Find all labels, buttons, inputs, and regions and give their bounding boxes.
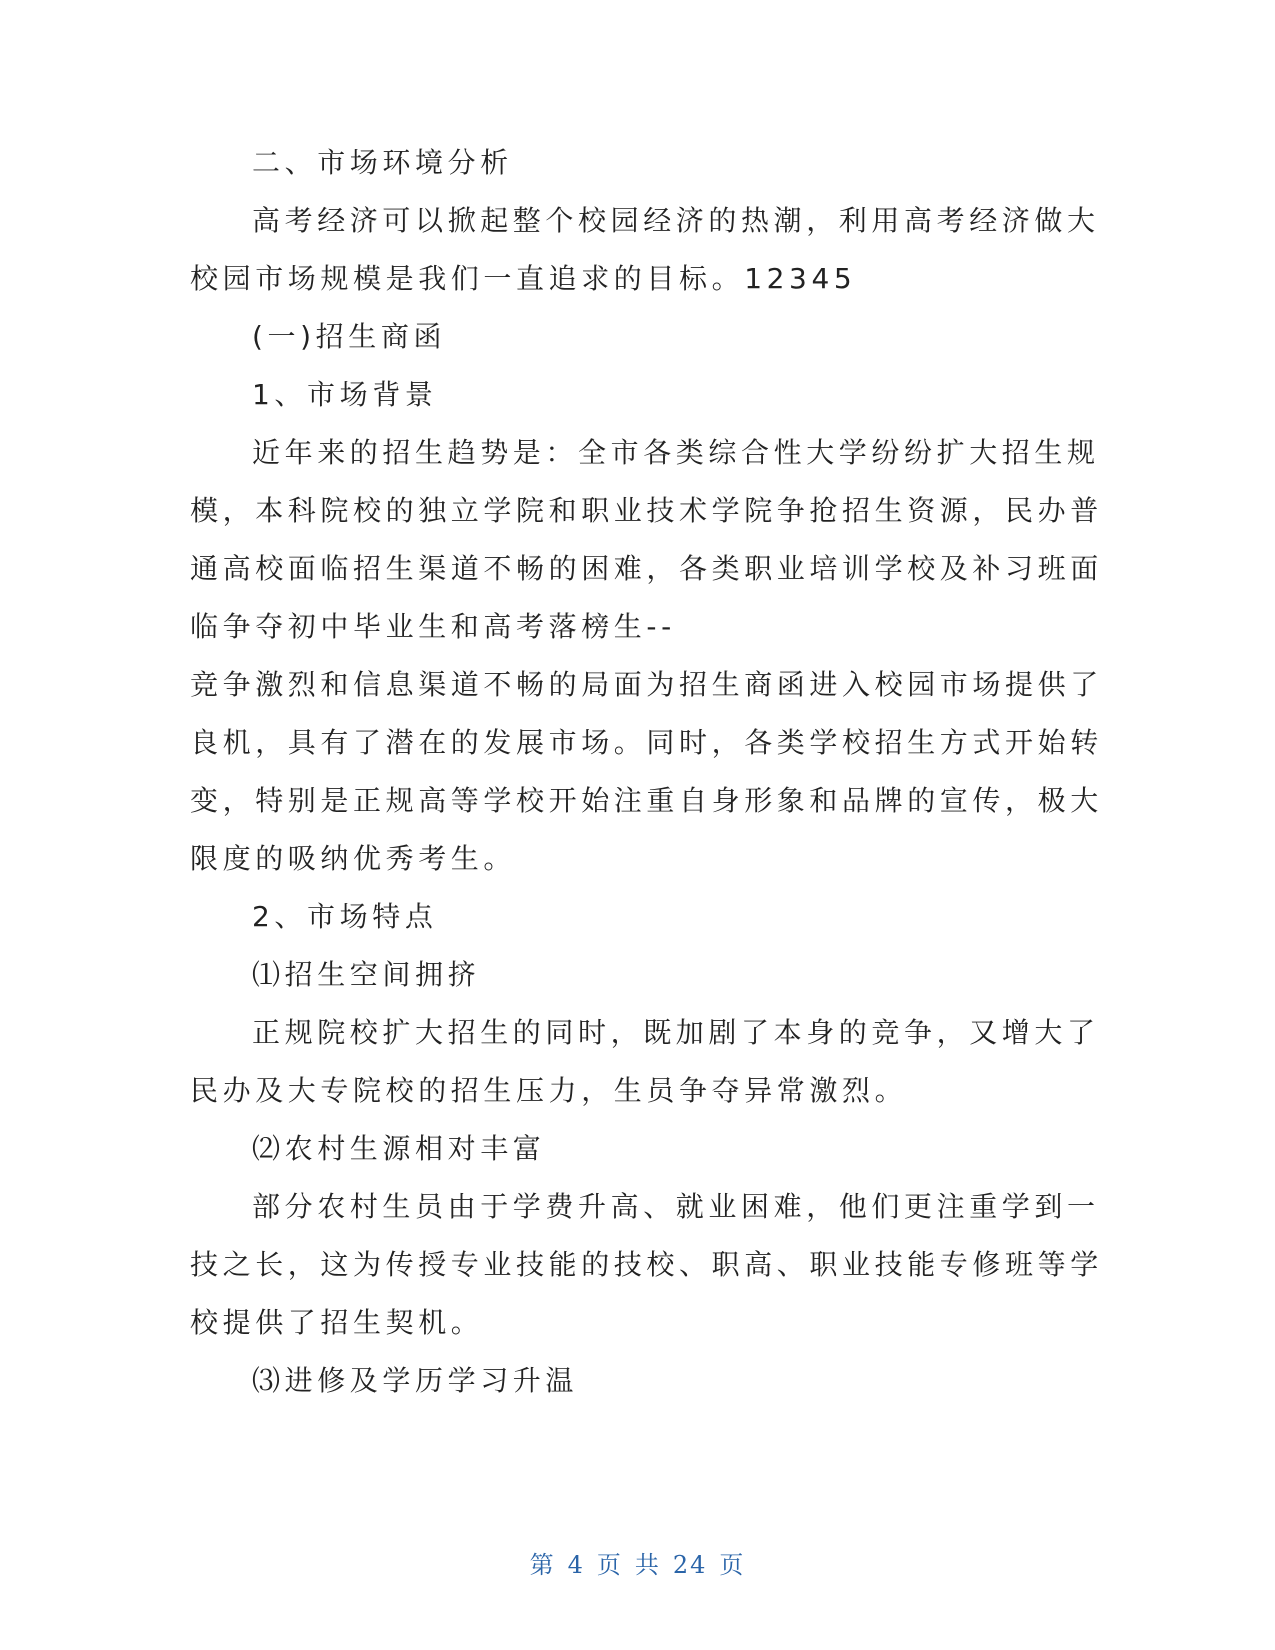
paragraph-line: 竞争激烈和信息渠道不畅的局面为招生商函进入校园市场提供了: [190, 668, 1103, 701]
paragraph-line: 变，特别是正规高等学校开始注重自身形象和品牌的宣传，极大: [190, 784, 1103, 817]
subsection-heading: 1、市场背景: [252, 378, 438, 411]
subsection-heading: 2、市场特点: [252, 900, 438, 933]
page-footer: [0, 1545, 1275, 1580]
footer-total-prefix: 共: [634, 1551, 661, 1579]
footer-page-unit: 页: [596, 1551, 623, 1579]
paragraph-line: 部分农村生员由于学费升高、就业困难，他们更注重学到一: [252, 1190, 1100, 1223]
paragraph-line: 良机，具有了潜在的发展市场。同时，各类学校招生方式开始转: [190, 726, 1103, 759]
footer-current-page: 4: [567, 1551, 585, 1579]
paragraph-line: 模，本科院校的独立学院和职业技术学院争抢招生资源，民办普: [190, 494, 1103, 527]
paragraph-line: 校园市场规模是我们一直追求的目标。12345: [190, 262, 857, 295]
list-item-heading: ⑶进修及学历学习升温: [252, 1364, 579, 1397]
list-item-heading: ⑴招生空间拥挤: [252, 958, 481, 991]
section-heading: 二、市场环境分析: [252, 146, 513, 179]
paragraph-line: 通高校面临招生渠道不畅的困难，各类职业培训学校及补习班面: [190, 552, 1103, 585]
paragraph-line: 高考经济可以掀起整个校园经济的热潮，利用高考经济做大: [252, 204, 1100, 237]
paragraph-line: 技之长，这为传授专业技能的技校、职高、职业技能专修班等学: [190, 1248, 1103, 1281]
paragraph-line: 限度的吸纳优秀考生。: [190, 842, 517, 875]
footer-prefix: 第: [529, 1551, 556, 1579]
footer-total-pages: 24: [672, 1551, 708, 1579]
paragraph-line: 临争夺初中毕业生和高考落榜生--: [190, 610, 676, 643]
paragraph-line: 正规院校扩大招生的同时，既加剧了本身的竞争，又增大了: [252, 1016, 1100, 1049]
footer-total-unit: 页: [719, 1551, 746, 1579]
subsection-heading: (一)招生商函: [252, 320, 447, 353]
paragraph-line: 民办及大专院校的招生压力，生员争夺异常激烈。: [190, 1074, 908, 1107]
paragraph-line: 校提供了招生契机。: [190, 1306, 484, 1339]
paragraph-line: 近年来的招生趋势是：全市各类综合性大学纷纷扩大招生规: [252, 436, 1100, 469]
list-item-heading: ⑵农村生源相对丰富: [252, 1132, 546, 1165]
